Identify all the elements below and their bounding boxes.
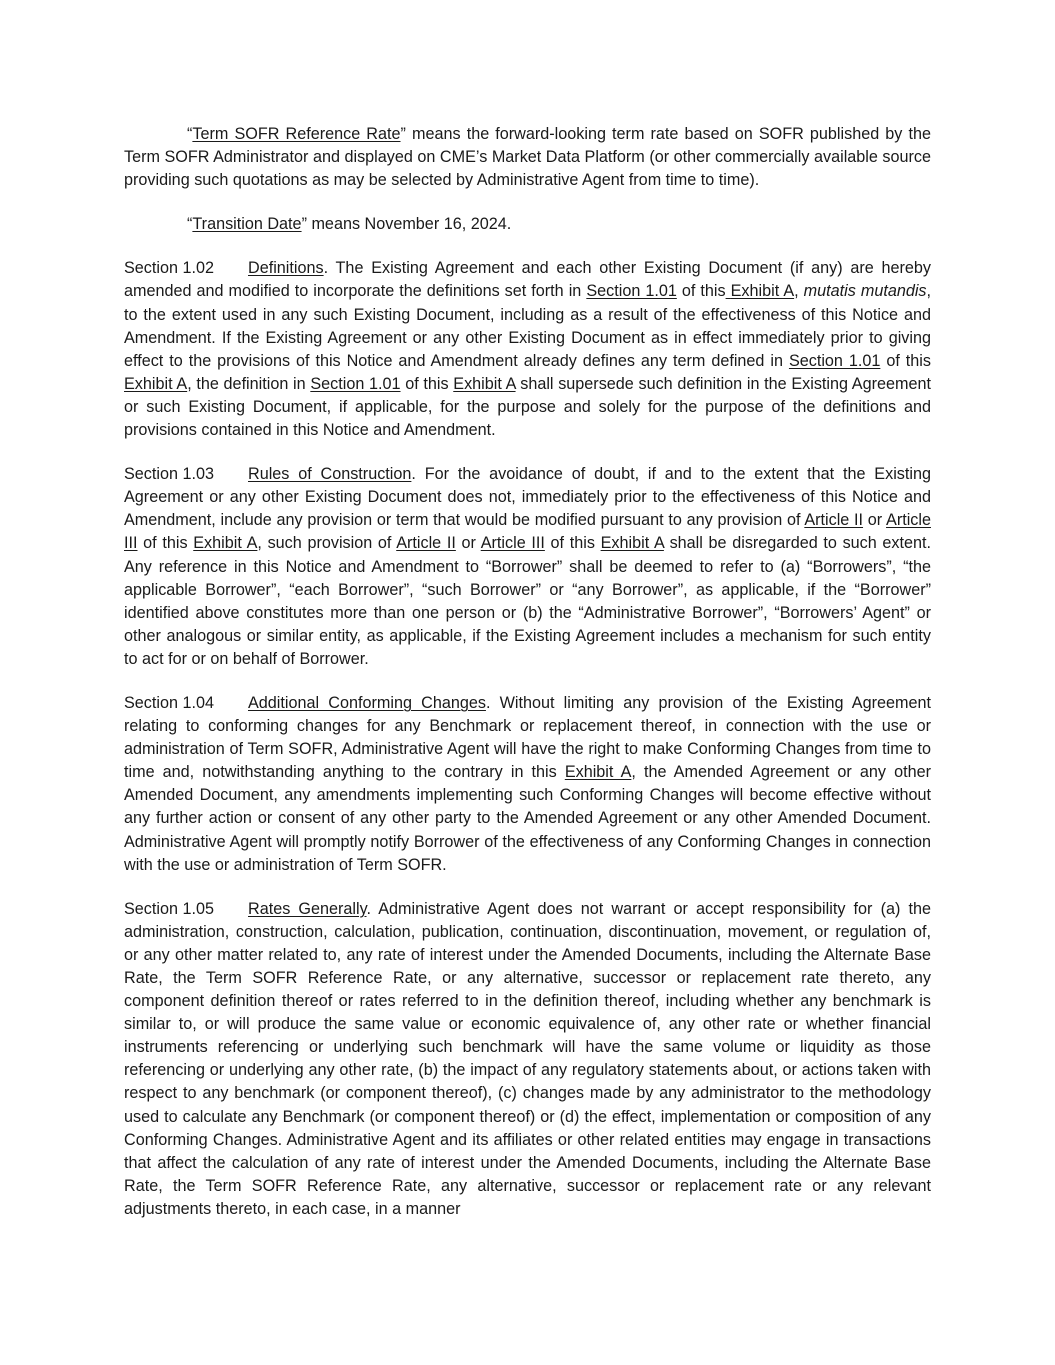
section-number: Section 1.02 bbox=[124, 259, 214, 278]
close-quote: ” bbox=[400, 125, 406, 143]
open-quote: “ bbox=[187, 125, 193, 143]
ref-article-ii: Article II bbox=[804, 511, 864, 530]
definition-term-sofr-reference-rate bbox=[124, 123, 931, 192]
ref-exhibit-a: Exhibit A bbox=[193, 534, 258, 553]
section-title: Additional Conforming Changes bbox=[248, 693, 486, 712]
definition-text: means November 16, 2024. bbox=[306, 215, 512, 234]
section-text: or bbox=[863, 511, 887, 530]
ref-article-iii: Article III bbox=[124, 511, 931, 553]
ref-exhibit-a: Exhibit A bbox=[564, 763, 632, 782]
ref-exhibit-a: Exhibit A bbox=[124, 374, 188, 393]
ref-exhibit-a: Exhibit A bbox=[730, 282, 795, 301]
section-text: , such provision of bbox=[257, 534, 397, 553]
ref-article-ii: Article II bbox=[396, 534, 456, 553]
ref-article-iii: Article III bbox=[480, 534, 545, 553]
section-text: or bbox=[455, 534, 481, 553]
section-text: of this bbox=[400, 374, 454, 393]
section-title: Definitions bbox=[248, 259, 324, 278]
section-text: , bbox=[794, 282, 804, 301]
close-quote: ” bbox=[301, 215, 307, 234]
section-text: . Administrative Agent does not warrant or accept responsibility for (a) the administration, construction, calculation, publication, continuation, discontinuation, movement, or regulation of, or any other matter related to, any rate of interest under the Amended Documents, including the Alternate Base Rate, the Term SOFR Reference Rate, or any alternative, successor or replacement rate thereto, any component definition thereof or rates referred to in the definition thereof, including whether any benchmark is similar to, or will produce the same value or economic equivalence of, any other rate or whether financial instruments referencing or underlying such benchmark will have the same volume or liquidity as those referencing or underlying any other rate, (b) the impact of any regulatory statements about, or actions taken with respect to any benchmark (or component thereof), (c) changes made by any administrator to the methodology used to calculate any Benchmark (or component thereof) or (d) the effect, implementation or composition of any Conforming Changes. Administrative Agent and its affiliates or other related entities may engage in transactions that affect the calculation of any rate of interest under the Amended Documents, including the Alternate Base Rate, the Term SOFR Reference Rate, any alternative, successor or replacement rate or any relevant adjustments thereto, in each case, in a manner bbox=[124, 899, 931, 1218]
section-number: Section 1.03 bbox=[124, 465, 214, 484]
ref-section-1-01: Section 1.01 bbox=[788, 351, 881, 370]
section-text: , the Amended Agreement or any other Amended Document, any amendments implementing such Conforming Changes will become effective without any further action or consent of any other party to the Amended Agreement or any other Amended Document. Administrative Agent will promptly notify Borrower of the effectiveness of any Conforming Changes in connection with the use or administration of Term SOFR. bbox=[124, 763, 931, 874]
document-page bbox=[124, 123, 931, 1242]
section-title: Rules of Construction bbox=[248, 465, 412, 484]
section-text: of this bbox=[544, 534, 601, 553]
section-text: shall supersede such definition in the Existing Agreement or such Existing Document, if applicable, for the purpose and solely for the purpose of the definitions and provisions contained in this Notice and Amendment. bbox=[124, 374, 931, 440]
section-text: of this bbox=[137, 534, 194, 553]
section-text: . For the avoidance of doubt, if and to the extent that the Existing Agreement or any other Existing Document does not, immediately prior to the effectiveness of this Notice and Amendment, include any provision or term that would be modified pursuant to any provision of bbox=[124, 465, 931, 530]
section-text: . The Existing Agreement and each other Existing Document (if any) are hereby amended and modified to incorporate the definitions set forth in bbox=[124, 259, 931, 301]
latin-phrase: mutatis mutandis bbox=[803, 282, 927, 301]
defined-term: Term SOFR Reference Rate bbox=[192, 125, 401, 143]
definition-text: means the forward-looking term rate based on SOFR published by the Term SOFR Administrator and displayed on CME’s Market Data Platform (or other commercially available source providing such quotations as may be selected by Administrative Agent from time to time). bbox=[124, 125, 931, 190]
ref-section-1-01: Section 1.01 bbox=[310, 374, 401, 393]
definition-transition-date bbox=[124, 213, 931, 236]
section-1-02 bbox=[124, 257, 931, 442]
section-text: shall be disregarded to such extent. Any reference in this Notice and Amendment to “Borrower” shall be deemed to refer to (a) “Borrowers”, “the applicable Borrower”, “each Borrower”, “such Borrower” or “any Borrower”, as applicable, if the “Borrower” identified above constitutes more than one person or (b) the “Administrative Borrower”, “Borrowers’ Agent” or other analogous or similar entity, as applicable, if the Existing Agreement includes a mechanism for such entity to act for or on behalf of Borrower. bbox=[124, 534, 932, 668]
section-text: , the definition in bbox=[187, 374, 311, 393]
section-1-05 bbox=[124, 898, 931, 1221]
open-quote: “ bbox=[187, 215, 193, 234]
section-1-03 bbox=[124, 463, 931, 671]
defined-term: Transition Date bbox=[192, 215, 302, 234]
section-text: . Without limiting any provision of the Existing Agreement relating to conforming changes for any Benchmark or replacement thereof, in connection with the use or administration of Term SOFR, Administrative Agent will have the right to make Conforming Changes from time to time and, notwithstanding anything to the contrary in this bbox=[124, 693, 931, 782]
ref-exhibit-a: Exhibit A bbox=[453, 374, 516, 393]
section-number: Section 1.05 bbox=[124, 899, 214, 918]
section-number: Section 1.04 bbox=[124, 693, 214, 712]
section-text: of this bbox=[676, 282, 726, 301]
section-title: Rates Generally bbox=[248, 899, 367, 918]
ref-section-1-01: Section 1.01 bbox=[586, 282, 677, 301]
section-text: , to the extent used in any such Existing Document, including as a result of the effectiveness of this Notice and Amendment. If the Existing Agreement or any other Existing Document as in effect immediately prior to giving effect to the provisions of this Notice and Amendment already defines any term defined in bbox=[124, 282, 932, 370]
section-1-04 bbox=[124, 692, 931, 877]
ref-exhibit-a: Exhibit A bbox=[600, 534, 664, 553]
section-text: of this bbox=[880, 351, 931, 370]
